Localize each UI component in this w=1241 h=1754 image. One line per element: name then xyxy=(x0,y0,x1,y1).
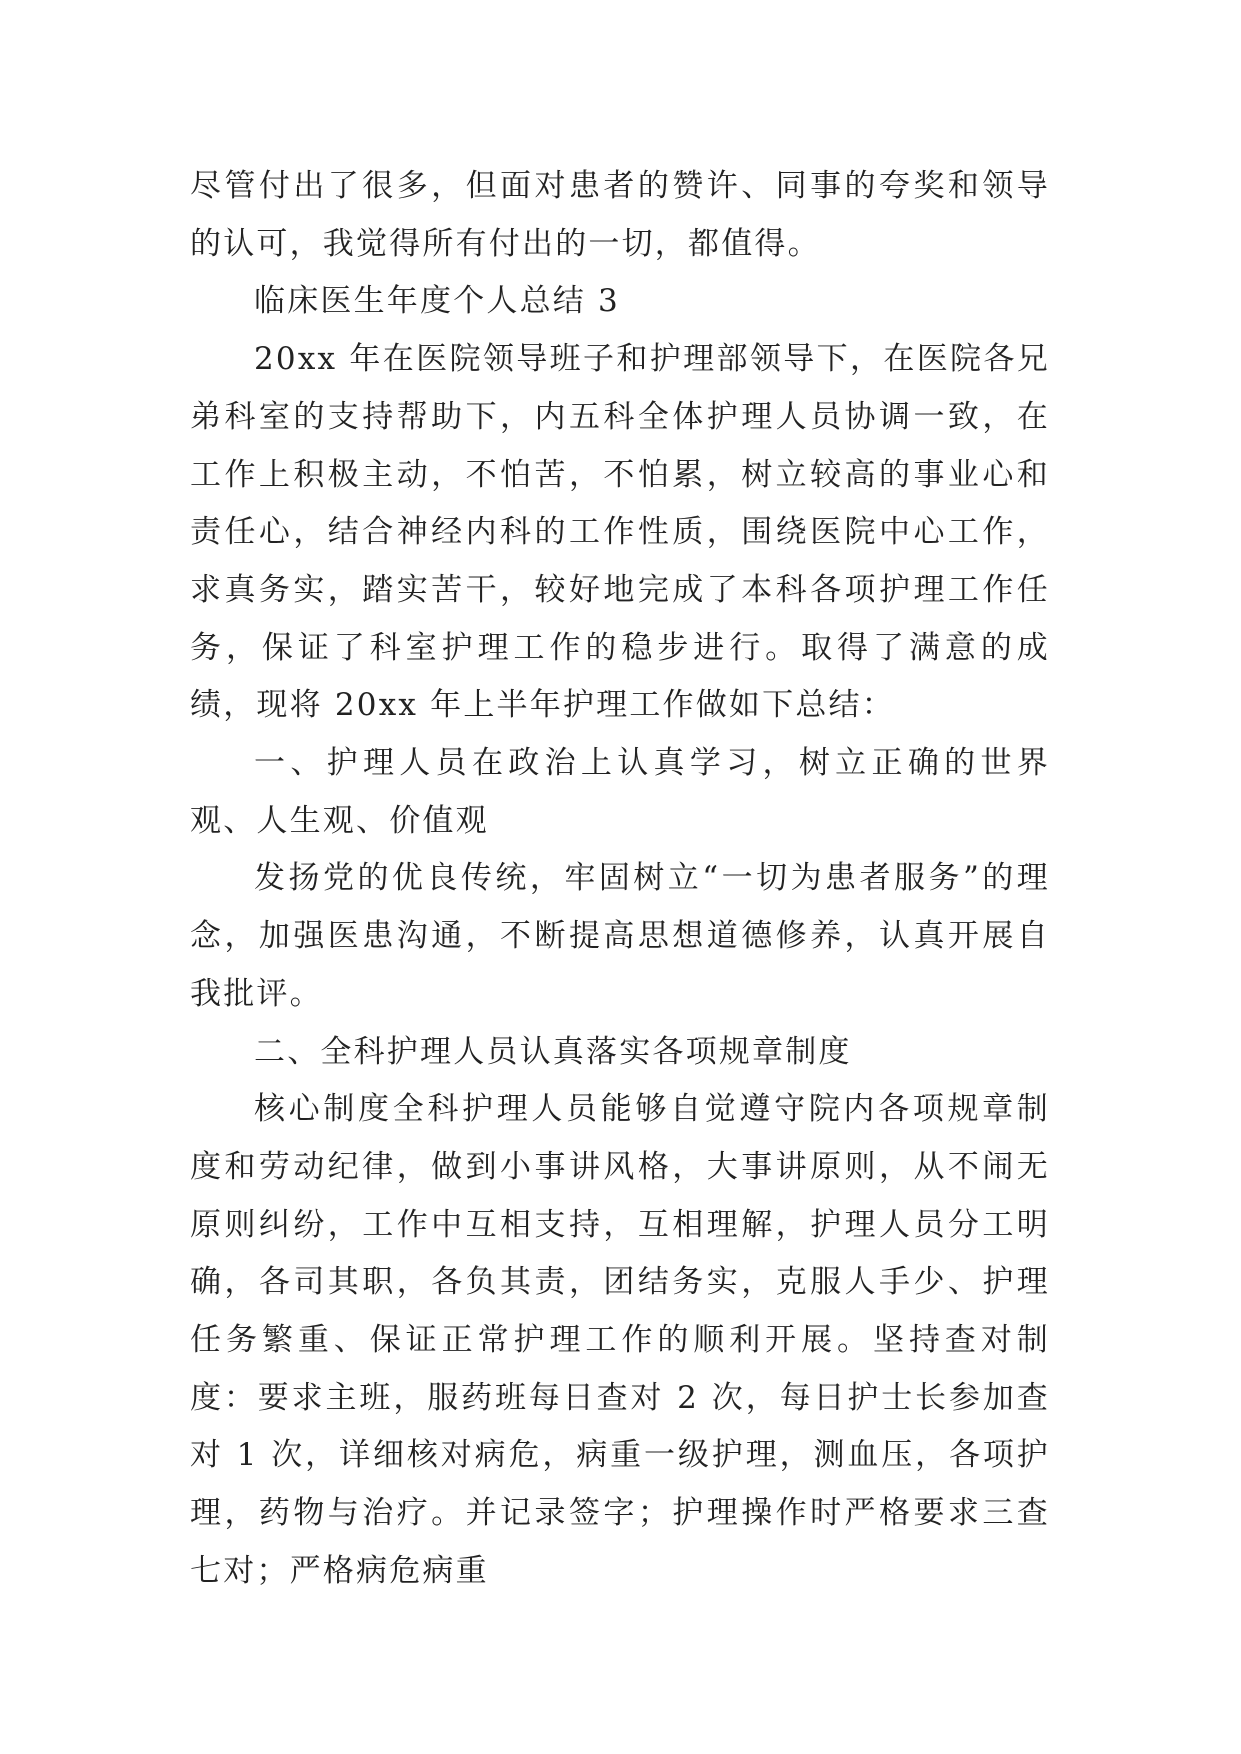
section-heading: 二、全科护理人员认真落实各项规章制度 xyxy=(254,1033,852,1070)
paragraph: 核心制度全科护理人员能够自觉遵守院内各项规章制度和劳动纪律，做到小事讲风格，大事讲原则，从不闹无原则纠纷，工作中互相支持，互相理解，护理人员分工明确，各司其职，各负其责，团结务实，克服人手少、护理任务繁重、保证正常护理工作的顺利开展。坚持查对制度：要求主班，服药班每日查对 2 次，每日护士长参加查对 1 次，详细核对病危，病重一级护理，测血压，各项护理，药物与治疗。并记录签字；护理操作时严格要求三查七对；严格病危病重 xyxy=(190,1091,1050,1589)
paragraph: 发扬党的优良传统，牢固树立“一切为患者服务”的理念，加强医患沟通，不断提高思想道德修养，认真开展自我批评。 xyxy=(190,860,1050,1012)
section-heading: 临床医生年度个人总结 3 xyxy=(254,283,620,320)
paragraph: 尽管付出了很多，但面对患者的赞许、同事的夸奖和领导的认可，我觉得所有付出的一切，都值得。 xyxy=(190,168,1050,262)
section-heading: 一、护理人员在政治上认真学习，树立正确的世界观、人生观、价值观 xyxy=(190,745,1050,839)
paragraph: 20xx 年在医院领导班子和护理部领导下，在医院各兄弟科室的支持帮助下，内五科全体护理人员协调一致，在工作上积极主动，不怕苦，不怕累，树立较高的事业心和责任心，结合神经内科的工作性质，围绕医院中心工作，求真务实，踏实苦干，较好地完成了本科各项护理工作任务，保证了科室护理工作的稳步进行。取得了满意的成绩，现将 20xx 年上半年护理工作做如下总结： xyxy=(190,341,1050,724)
document-body xyxy=(190,158,1050,1601)
